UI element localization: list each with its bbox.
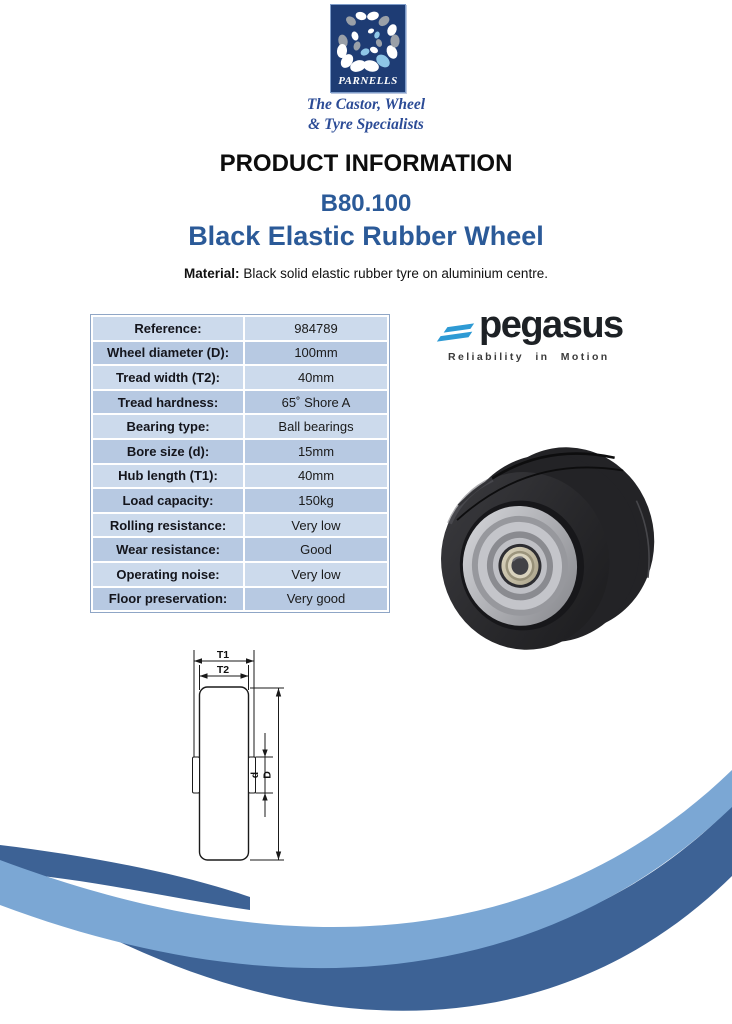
spec-row-value: 15mm [245,440,387,463]
parnells-spiral-icon [331,5,405,75]
spec-row-value: Very good [245,588,387,611]
dim-label-d: d [249,771,261,779]
spec-row-label: Bore size (d): [93,440,243,463]
spec-table-row [93,563,387,586]
spec-table-row [93,588,387,611]
product-code: B80.100 [320,190,412,217]
logo-tagline [0,95,732,135]
spec-row-label: Floor preservation: [93,588,243,611]
dim-label-D: D [261,771,274,779]
spec-table-row [93,366,387,389]
spec-row-value: Very low [245,514,387,537]
spec-row-label: Hub length (T1): [93,465,243,488]
spec-row-value: 150kg [245,489,387,512]
spec-table-row [93,514,387,537]
spec-row-value: 40mm [245,465,387,488]
spec-row-label: Load capacity: [93,489,243,512]
spec-row-label: Wheel diameter (D): [93,342,243,365]
product-name: Black Elastic Rubber Wheel [188,221,544,251]
spec-table-row [93,465,387,488]
spec-row-value: Ball bearings [245,415,387,438]
spec-table-row [93,538,387,561]
material-text: Black solid elastic rubber tyre on aluminium centre. [239,266,548,281]
wheel-product-photo [437,424,667,664]
spec-row-label: Operating noise: [93,563,243,586]
spec-row-value: Very low [245,563,387,586]
spec-table-row [93,391,387,414]
spec-row-value: 40mm [245,366,387,389]
spec-table-row [93,415,387,438]
spec-row-value: 100mm [245,342,387,365]
spec-row-value: 984789 [245,317,387,340]
pegasus-speed-stripes-icon [437,324,473,342]
spec-table-row [93,440,387,463]
dim-label-t2: T2 [216,664,230,676]
parnells-logo [330,4,406,93]
spec-row-label: Wear resistance: [93,538,243,561]
spec-table-row [93,342,387,365]
tagline-line-1: The Castor, Wheel [306,96,426,113]
spec-row-value: Good [245,538,387,561]
spec-table-row [93,489,387,512]
spec-table [90,314,390,613]
spec-table-body [93,317,387,610]
dim-label-t1: T1 [216,649,230,661]
spec-row-label: Tread hardness: [93,391,243,414]
spec-row-label: Reference: [93,317,243,340]
spec-table-row [93,317,387,340]
tagline-line-2: & Tyre Specialists [308,115,424,133]
pegasus-wordmark: pegasus [479,304,623,346]
footer-swoosh-decoration [0,760,732,1024]
parnells-brand-text: PARNELLS [338,75,398,87]
spec-row-label: Tread width (T2): [93,366,243,389]
page-title: PRODUCT INFORMATION [219,150,513,177]
spec-row-label: Bearing type: [93,415,243,438]
spec-row-value: 65˚ Shore A [245,391,387,414]
pegasus-logo [438,304,638,364]
spec-row-label: Rolling resistance: [93,514,243,537]
pegasus-slogan: Reliability in Motion [448,351,610,364]
material-label: Material: [184,266,240,281]
material-line [0,266,732,281]
